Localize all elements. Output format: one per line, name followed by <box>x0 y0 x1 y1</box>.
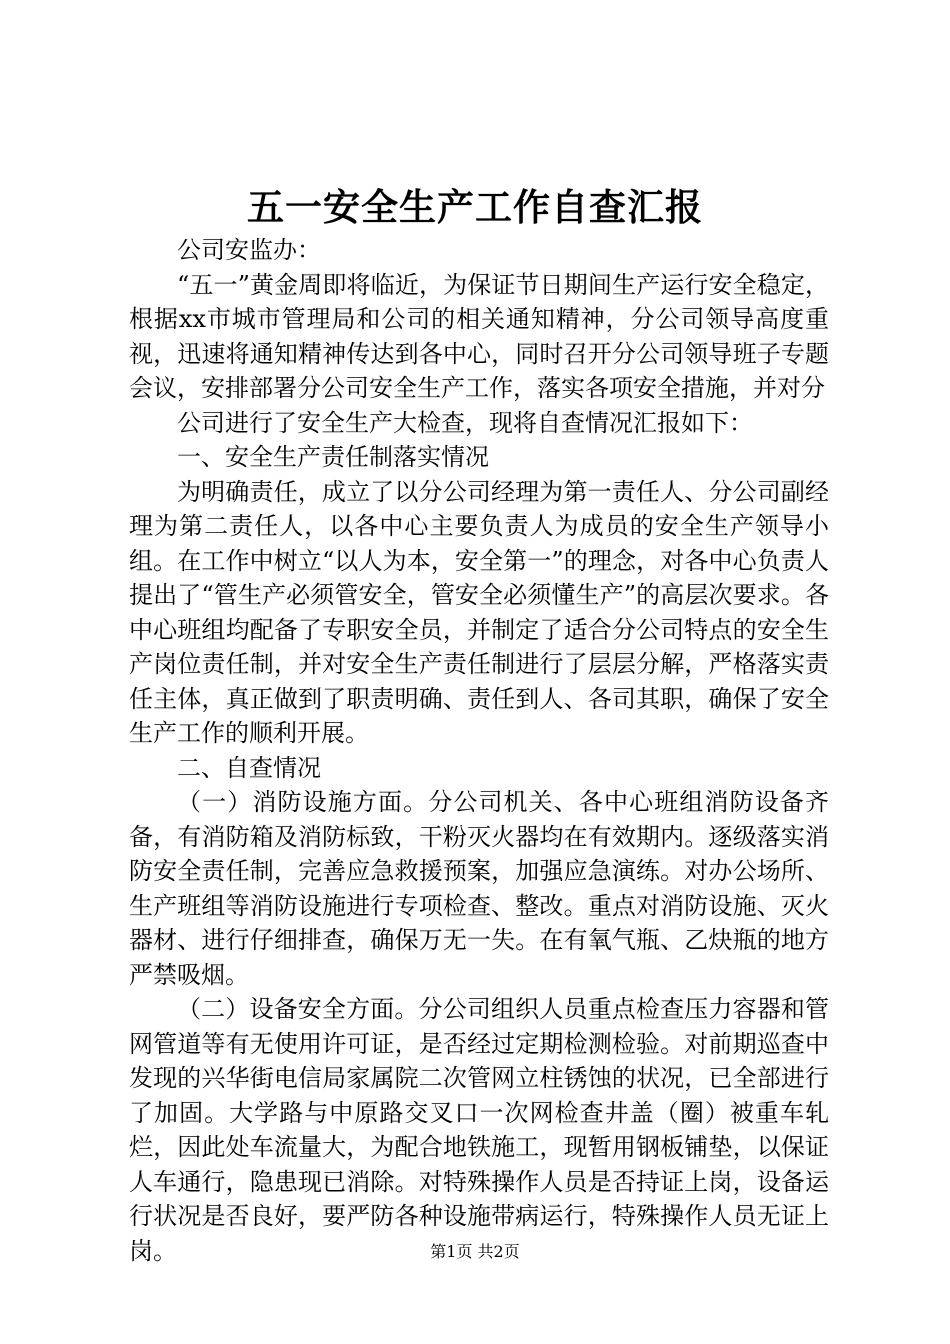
section-heading-1: 一、安全生产责任制落实情况 <box>177 443 489 471</box>
page-footer: 第1页 共2页 <box>430 1242 520 1261</box>
document-title: 五一安全生产工作自查汇报 <box>247 185 703 229</box>
paragraph-intro-continued: 公司进行了安全生产大检查，现将自查情况汇报如下： <box>177 408 753 437</box>
paragraph-responsibility: 为明确责任，成立了以分公司经理为第一责任人、分公司副经理为第二责任人，以各中心主要负责人为成员的安全生产领导小组。在工作中树立“以人为本，安全第一”的理念，对各中心负责人提出了“管生产必须管安全，管安全必须懂生产”的高层次要求。各中心班组均配备了专职安全员，并制定了适合分公司特点的安全生产岗位责任制，并对安全生产责任制进行了层层分解，严格落实责任主体，真正做到了职责明确、责任到人、各司其职，确保了安全生产工作的顺利开展。 <box>129 477 829 747</box>
paragraph-fire-safety: （一）消防设施方面。分公司机关、各中心班组消防设备齐备，有消防箱及消防标致，干粉灭火器均在有效期内。逐级落实消防安全责任制，完善应急救援预案，加强应急演练。对办公场所、生产班组等消防设施进行专项检查、整改。重点对消防设施、灭火器材、进行仔细排查，确保万无一失。在有氧气瓶、乙炔瓶的地方严禁吸烟。 <box>129 788 829 989</box>
salutation: 公司安监办： <box>177 236 321 264</box>
document-body <box>129 233 829 1268</box>
paragraph-intro: “五一”黄金周即将临近，为保证节日期间生产运行安全稳定，根据xx市城市管理局和公司的相关通知精神，分公司领导高度重视，迅速将通知精神传达到各中心，同时召开分公司领导班子专题会议，安排部署分公司安全生产工作，落实各项安全措施，并对分 <box>129 270 829 402</box>
paragraph-equipment-safety: （二）设备安全方面。分公司组织人员重点检查压力容器和管网管道等有无使用许可证，是否经过定期检测检验。对前期巡查中发现的兴华街电信局家属院二次管网立柱锈蚀的状况，已全部进行了加固。大学路与中原路交叉口一次网检查井盖（圈）被重车轧烂，因此处车流量大，为配合地铁施工，现暂用钢板铺垫，以保证人车通行，隐患现已消除。对特殊操作人员是否持证上岗，设备运行状况是否良好，要严防各种设施带病运行，特殊操作人员无证上岗。 <box>129 995 829 1265</box>
section-heading-2: 二、自查情况 <box>177 753 321 782</box>
